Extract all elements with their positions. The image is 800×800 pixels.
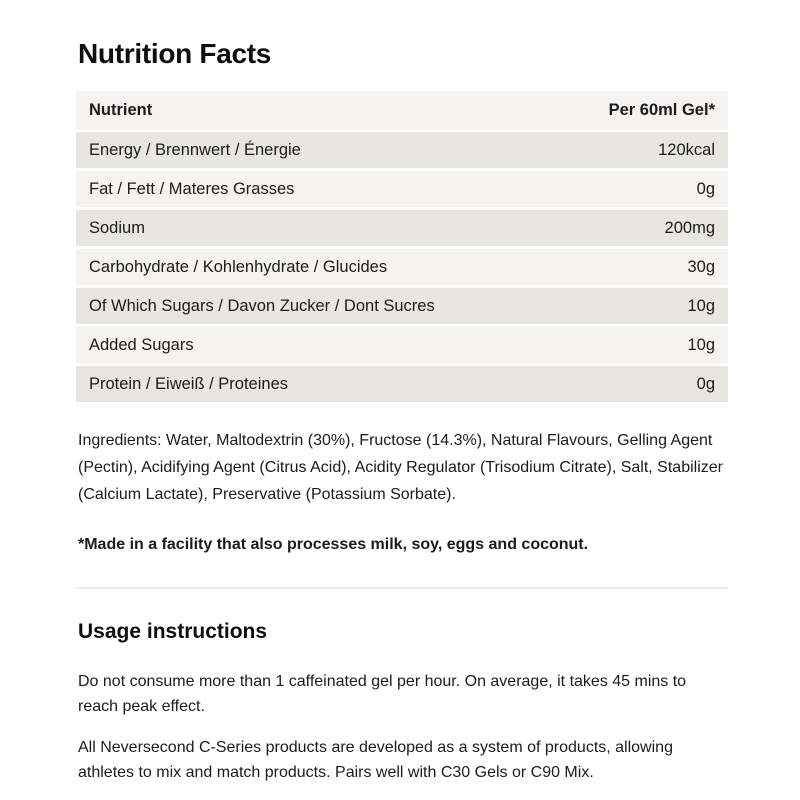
nutrient-value: 10g (687, 296, 715, 315)
table-header-row (76, 91, 728, 129)
nutrient-value: 10g (687, 335, 715, 354)
table-row-sodium (76, 210, 728, 246)
table-row-energy (76, 132, 728, 168)
usage-paragraph-1: Do not consume more than 1 caffeinated gel per hour. On average, it takes 45 mins to reach peak effect. (78, 673, 687, 715)
nutrition-label-page (76, 0, 728, 785)
nutrient-label: Fat / Fett / Materes Grasses (89, 179, 295, 198)
nutrient-label: Carbohydrate / Kohlenhydrate / Glucides (89, 257, 388, 276)
nutrient-label: Added Sugars (89, 335, 194, 354)
column-header-nutrient: Nutrient (89, 100, 153, 119)
table-row-added-sugars (76, 327, 728, 363)
usage-instructions-heading: Usage instructions (78, 620, 268, 643)
nutrient-label: Protein / Eiweiß / Proteines (89, 374, 288, 393)
usage-paragraph-2: All Neversecond C-Series products are developed as a system of products, allowing athletes to mix and match products. Pairs well with C30 Gels or C90 Mix. (78, 739, 673, 781)
nutrient-value: 0g (696, 374, 715, 393)
allergen-note: *Made in a facility that also processes milk, soy, eggs and coconut. (78, 536, 589, 553)
table-row-of-which-sugars (76, 288, 728, 324)
table-row-carbohydrate (76, 249, 728, 285)
nutrient-label: Of Which Sugars / Davon Zucker / Dont Sucres (89, 296, 435, 315)
nutrient-value: 120kcal (658, 140, 715, 159)
nutrient-label: Energy / Brennwert / Énergie (89, 140, 301, 159)
nutrient-value: 30g (687, 257, 715, 276)
nutrient-label: Sodium (89, 218, 145, 237)
table-row-protein (76, 366, 728, 402)
ingredients-text: Ingredients: Water, Maltodextrin (30%), Fructose (14.3%), Natural Flavours, Gelling Agent (Pectin), Acidifying Agent (Citrus Acid), Acidity Regulator (Trisodium Citrate), Salt, Stabilizer (Calcium Lactate), Preservative (Potassium Sorbate). (78, 432, 723, 503)
nutrition-table (76, 91, 728, 402)
table-row-fat (76, 171, 728, 207)
page-title: Nutrition Facts (78, 38, 272, 69)
column-header-amount: Per 60ml Gel* (608, 100, 715, 119)
section-divider (76, 587, 728, 589)
nutrient-value: 0g (696, 179, 715, 198)
nutrient-value: 200mg (664, 218, 715, 237)
